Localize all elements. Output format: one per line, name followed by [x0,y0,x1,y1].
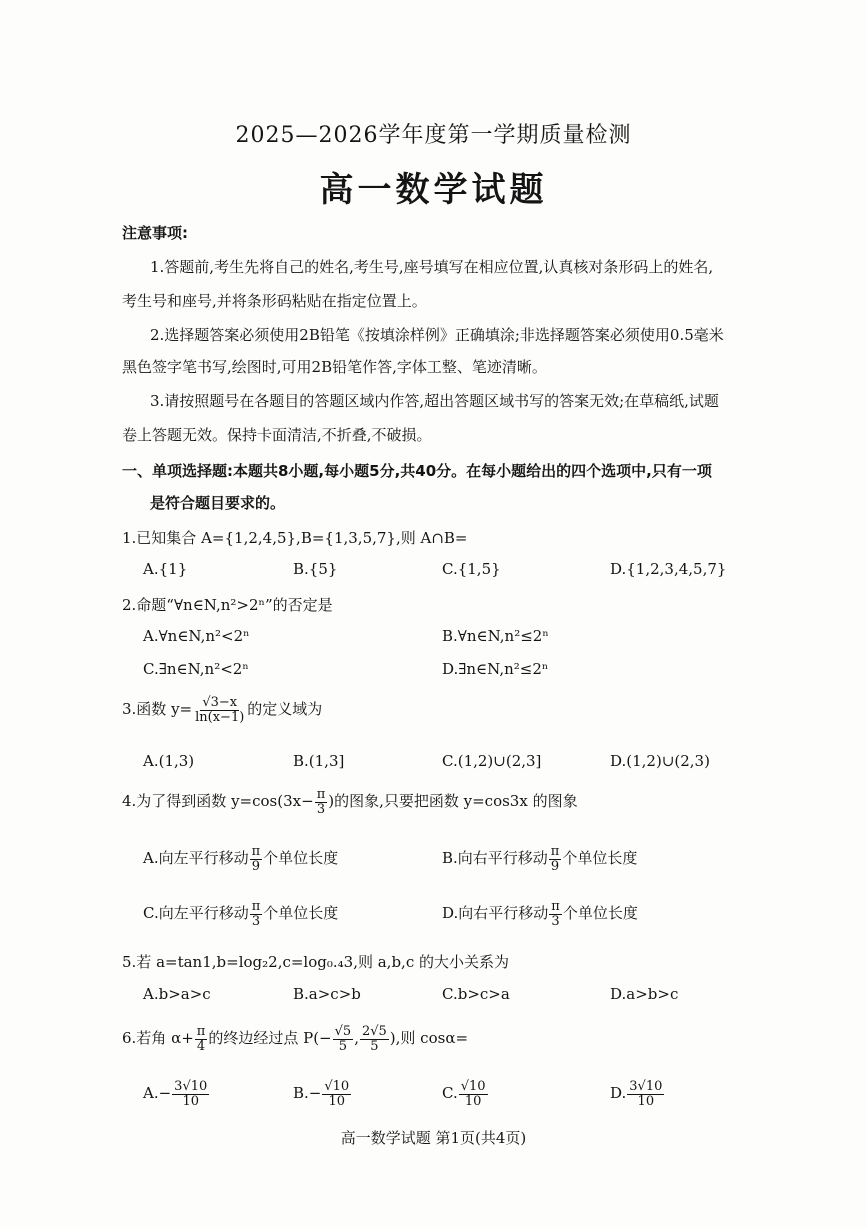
question-3-option-b: B.(1,3] [293,752,345,770]
denominator: 9 [550,858,560,874]
question-4-option-c-prefix: C.向左平行移动 [143,904,249,923]
notice-item-1-line-2: 考生号和座号,并将条形码粘贴在指定位置上。 [122,292,427,310]
question-4-option-a-fraction [250,845,263,873]
question-3-stem [122,696,322,724]
question-1-option-c: C.{1,5} [442,560,501,578]
denominator: 4 [196,1038,206,1054]
question-4-fraction-numerator: π [316,787,326,802]
question-1-option-d: D.{1,2,3,4,5,7} [610,560,727,578]
denominator: 9 [251,858,261,874]
question-6-x-coordinate [333,1025,354,1053]
question-6-pi-over-4 [195,1025,208,1053]
pi-numerator: π [251,899,261,914]
question-6-option-d-label: D. [610,1084,627,1103]
denominator: 10 [328,1093,346,1109]
denominator: 10 [637,1093,655,1109]
question-5-option-b: B.a>c>b [293,985,361,1003]
notice-item-3-line-1: 3.请按照题号在各题目的答题区域内作答,超出答题区域书写的答案无效;在草稿纸,试题 [150,392,719,410]
question-6-option-b-label: B.− [293,1084,322,1103]
exam-title: 高一数学试题 [319,170,548,210]
notice-item-3-line-2: 卷上答题无效。保持卡面清洁,不折叠,不破损。 [122,426,432,444]
question-6-option-a-fraction [172,1080,209,1108]
question-3-option-c: C.(1,2)∪(2,3] [442,752,542,770]
question-6-stem-mid: 的终边经过点 P(− [208,1029,332,1048]
question-2-stem: 2.命题“∀n∈N,n²>2ⁿ”的否定是 [122,596,333,614]
question-4-option-c [143,900,338,928]
question-6-option-b-fraction [322,1080,351,1108]
question-6-option-a [143,1080,210,1108]
question-4-option-b-fraction [549,845,562,873]
denominator: 3 [551,913,560,929]
question-4-option-d-fraction [549,900,562,928]
question-3-stem-prefix: 3.函数 y= [122,700,193,719]
question-4-option-a-suffix: 个单位长度 [263,849,339,868]
question-5-option-c: C.b>c>a [442,985,510,1003]
denominator: 5 [338,1038,348,1054]
question-5-option-d: D.a>b>c [610,985,679,1003]
question-6-stem [122,1025,468,1053]
notice-item-1-line-1: 1.答题前,考生先将自己的姓名,考生号,座号填写在相应位置,认真核对条形码上的姓名, [150,258,714,276]
question-6-option-d-fraction [627,1080,664,1108]
question-4-option-d-prefix: D.向右平行移动 [442,904,549,923]
numerator: √10 [324,1079,350,1094]
question-3-stem-suffix: 的定义域为 [247,700,323,719]
question-6-option-b [293,1080,352,1108]
question-1-stem: 1.已知集合 A={1,2,4,5},B={1,3,5,7},则 A∩B= [122,529,468,547]
question-4-option-d-suffix: 个单位长度 [562,904,638,923]
question-4-stem [122,788,578,816]
question-4-fraction [315,788,328,816]
question-5-option-a: A.b>a>c [143,985,211,1003]
question-6-option-c [442,1080,489,1108]
denominator: 10 [464,1093,482,1109]
notice-item-2-line-2: 黑色签字笔书写,绘图时,可用2B铅笔作答,字体工整、笔迹清晰。 [122,358,547,376]
question-6-option-d [610,1080,665,1108]
section-1-heading: 一、单项选择题:本题共8小题,每小题5分,共40分。在每小题给出的四个选项中,只有一项 [122,462,712,480]
pi-numerator: π [251,844,261,859]
exam-subtitle: 2025—2026学年度第一学期质量检测 [235,123,632,148]
question-6-stem-suffix: ),则 cosα= [389,1029,469,1048]
page-footer: 高一数学试题 第1页(共4页) [340,1129,527,1147]
denominator: 5 [370,1038,379,1054]
numerator: 3√10 [629,1079,663,1094]
question-3-fraction [193,696,246,724]
question-4-stem-suffix: )的图象,只要把函数 y=cos3x 的图象 [328,792,578,811]
question-4-option-a-prefix: A.向左平行移动 [143,849,249,868]
question-5-stem: 5.若 a=tan1,b=log₂2,c=log₀.₄3,则 a,b,c 的大小关系为 [122,953,509,971]
numerator: 3√10 [174,1079,208,1094]
question-1-option-b: B.{5} [293,560,338,578]
question-1-option-a: A.{1} [143,560,188,578]
numerator: 2√5 [361,1024,387,1039]
question-4-option-b-prefix: B.向右平行移动 [442,849,548,868]
question-6-option-c-label: C. [442,1084,458,1103]
question-4-fraction-denominator: 3 [316,801,326,817]
question-3-option-d: D.(1,2)∪(2,3) [610,752,710,770]
question-3-fraction-numerator: √3−x [202,695,238,710]
question-6-option-c-fraction [459,1080,488,1108]
question-4-option-a [143,845,338,873]
question-4-option-b-suffix: 个单位长度 [562,849,638,868]
question-2-option-a: A.∀n∈N,n²<2ⁿ [143,627,250,645]
question-3-fraction-denominator: ln(x−1) [195,709,245,725]
question-6-stem-prefix: 6.若角 α+ [122,1029,194,1048]
denominator: 10 [182,1093,199,1109]
question-6-comma: , [354,1029,359,1048]
pi-numerator: π [196,1024,206,1039]
question-4-option-c-fraction [250,900,263,928]
question-4-option-b [442,845,637,873]
pi-numerator: π [551,899,560,914]
numerator: √10 [460,1079,486,1094]
question-4-stem-prefix: 4.为了得到函数 y=cos(3x− [122,792,314,811]
numerator: √5 [334,1024,352,1039]
notice-item-2-line-1: 2.选择题答案必须使用2B铅笔《按填涂样例》正确填涂;非选择题答案必须使用0.5毫米 [150,326,724,344]
question-4-option-d [442,900,638,928]
question-6-y-coordinate [360,1025,389,1053]
question-3-option-a: A.(1,3) [143,752,195,770]
question-2-option-b: B.∀n∈N,n²≤2ⁿ [442,627,549,645]
denominator: 3 [251,913,261,929]
question-6-option-a-label: A.− [143,1084,172,1103]
question-2-option-d: D.∃n∈N,n²≤2ⁿ [442,660,549,678]
question-2-option-c: C.∃n∈N,n²<2ⁿ [143,660,249,678]
section-1-heading-cont: 是符合题目要求的。 [150,494,286,512]
pi-numerator: π [550,844,560,859]
notice-heading: 注意事项: [122,224,188,242]
question-4-option-c-suffix: 个单位长度 [263,904,339,923]
